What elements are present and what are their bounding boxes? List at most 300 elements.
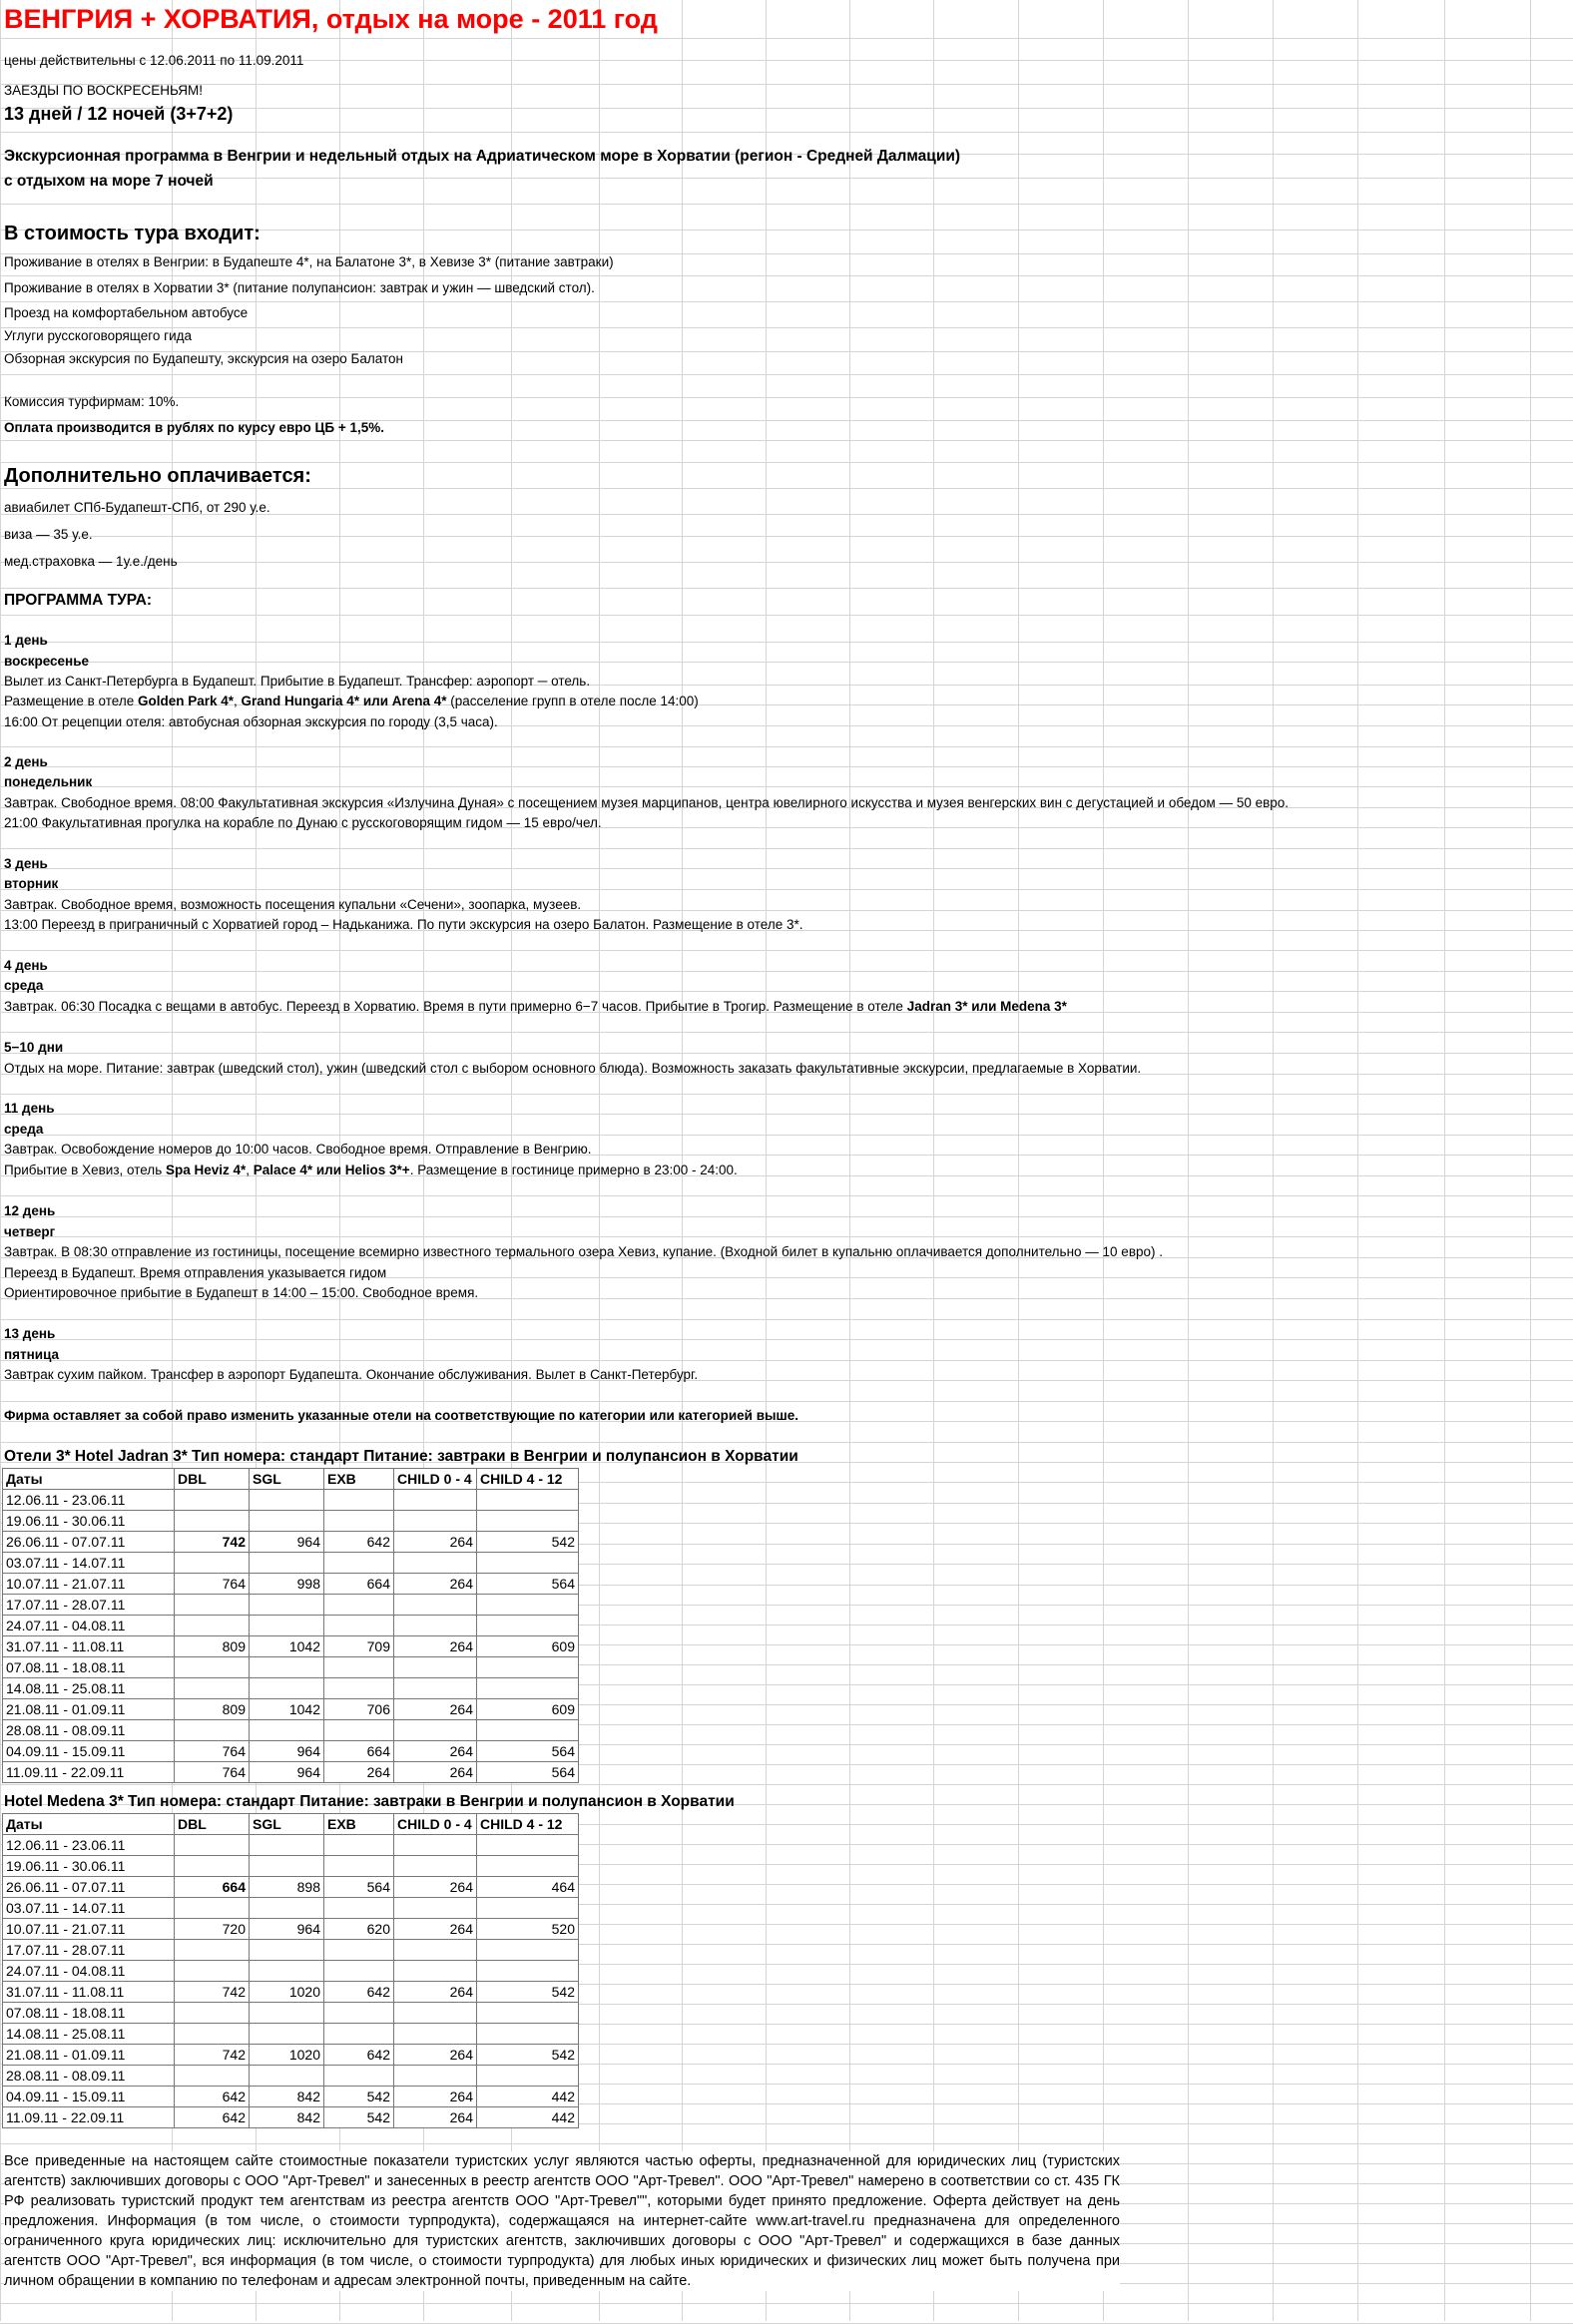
price-cell: 706 xyxy=(324,1699,394,1720)
price-cell xyxy=(477,1553,579,1574)
price-table-medena xyxy=(2,1813,579,2128)
grid-row-line xyxy=(0,991,1573,992)
price-cell: 964 xyxy=(250,1741,324,1762)
price-cell: 264 xyxy=(394,1699,477,1720)
grid-row-line xyxy=(0,462,1573,463)
price-cell: 264 xyxy=(394,1636,477,1657)
price-cell: 742 xyxy=(175,2045,250,2066)
date-range-cell: 10.07.11 - 21.07.11 xyxy=(3,1919,175,1940)
day-weekday: среда xyxy=(4,1122,44,1137)
column-header: Даты xyxy=(3,1814,175,1835)
price-cell: 642 xyxy=(175,2087,250,2107)
grid-row-line xyxy=(0,1339,1573,1340)
price-cell: 564 xyxy=(477,1574,579,1595)
grid-column-line xyxy=(849,0,850,2321)
price-cell: 842 xyxy=(250,2087,324,2107)
price-cell xyxy=(250,1961,324,1982)
day-number: 5−10 дни xyxy=(4,1040,64,1055)
grid-row-line xyxy=(0,2303,1573,2304)
date-range-cell: 26.06.11 - 07.07.11 xyxy=(3,1532,175,1553)
date-range-cell: 19.06.11 - 30.06.11 xyxy=(3,1511,175,1532)
price-cell xyxy=(175,1940,250,1961)
column-header: CHILD 0 - 4 xyxy=(394,1469,477,1490)
price-cell xyxy=(324,2066,394,2087)
price-cell xyxy=(250,1595,324,1616)
grid-column-line xyxy=(599,0,600,2321)
price-cell: 664 xyxy=(324,1574,394,1595)
price-cell xyxy=(477,1940,579,1961)
grid-row-line xyxy=(0,615,1573,616)
price-cell: 664 xyxy=(175,1877,250,1898)
program-heading: ПРОГРАММА ТУРА: xyxy=(4,592,153,609)
grid-row-line xyxy=(0,1195,1573,1196)
day-number: 11 день xyxy=(4,1101,55,1116)
included-item: Углуги русскоговорящего гида xyxy=(4,328,192,343)
program-subtitle: с отдыхом на море 7 ночей xyxy=(4,173,214,190)
day-line: Переезд в Будапешт. Время отправления указывается гидом xyxy=(4,1265,387,1280)
column-header: DBL xyxy=(175,1469,250,1490)
grid-row-line xyxy=(0,178,1573,179)
price-cell: 564 xyxy=(477,1762,579,1783)
duration-text: 13 дней / 12 ночей (3+7+2) xyxy=(4,104,234,124)
table-row xyxy=(3,1616,579,1636)
price-cell xyxy=(250,2024,324,2045)
table-row xyxy=(3,2087,579,2107)
grid-row-line xyxy=(0,1135,1573,1136)
price-cell xyxy=(477,1720,579,1741)
grid-column-line xyxy=(933,0,934,2321)
price-cell xyxy=(250,1720,324,1741)
price-cell xyxy=(477,1616,579,1636)
price-cell xyxy=(324,1678,394,1699)
price-cell: 264 xyxy=(394,1762,477,1783)
price-cell xyxy=(394,1720,477,1741)
table-row xyxy=(3,1877,579,1898)
column-header: EXB xyxy=(324,1814,394,1835)
price-cell xyxy=(394,2024,477,2045)
price-cell: 642 xyxy=(175,2107,250,2128)
firm-note: Фирма оставляет за собой право изменить указанные отели на соответствующие по категории или категорией выше. xyxy=(4,1408,799,1423)
date-range-cell: 03.07.11 - 14.07.11 xyxy=(3,1898,175,1919)
price-cell: 764 xyxy=(175,1574,250,1595)
table-row xyxy=(3,2045,579,2066)
table-row xyxy=(3,2024,579,2045)
price-cell xyxy=(324,1616,394,1636)
grid-row-line xyxy=(0,84,1573,85)
table-row xyxy=(3,1741,579,1762)
extra-item: мед.страховка — 1у.е./день xyxy=(4,554,178,569)
included-item: Проезд на комфортабельном автобусе xyxy=(4,305,249,320)
price-cell: 1042 xyxy=(250,1636,324,1657)
date-range-cell: 03.07.11 - 14.07.11 xyxy=(3,1553,175,1574)
grid-row-line xyxy=(0,588,1573,589)
table-row xyxy=(3,1919,579,1940)
grid-row-line xyxy=(0,662,1573,663)
table-row xyxy=(3,1490,579,1511)
day-line: 21:00 Факультативная прогулка на корабле по Дунаю с русскоговорящим гидом — 15 евро/чел. xyxy=(4,815,602,830)
price-cell xyxy=(175,1657,250,1678)
day-number: 1 день xyxy=(4,633,48,648)
column-header: CHILD 4 - 12 xyxy=(477,1814,579,1835)
price-cell: 642 xyxy=(324,2045,394,2066)
price-cell: 998 xyxy=(250,1574,324,1595)
price-cell: 642 xyxy=(324,1982,394,2003)
table-row xyxy=(3,1657,579,1678)
grid-row-line xyxy=(0,204,1573,205)
price-cell xyxy=(250,1490,324,1511)
grid-row-line xyxy=(0,746,1573,747)
date-range-cell: 31.07.11 - 11.08.11 xyxy=(3,1636,175,1657)
grid-row-line xyxy=(0,971,1573,972)
price-cell xyxy=(324,2003,394,2024)
extra-item: авиабилет СПб-Будапешт-СПб, от 290 у.е. xyxy=(4,500,270,515)
price-cell xyxy=(394,1898,477,1919)
price-cell: 264 xyxy=(324,1762,394,1783)
date-range-cell: 11.09.11 - 22.09.11 xyxy=(3,1762,175,1783)
date-range-cell: 28.08.11 - 08.09.11 xyxy=(3,2066,175,2087)
grid-row-line xyxy=(0,1053,1573,1054)
page-title: ВЕНГРИЯ + ХОРВАТИЯ, отдых на море - 2011 год xyxy=(4,4,658,34)
date-range-cell: 26.06.11 - 07.07.11 xyxy=(3,1877,175,1898)
date-range-cell: 28.08.11 - 08.09.11 xyxy=(3,1720,175,1741)
included-item: Обзорная экскурсия по Будапешту, экскурсия на озеро Балатон xyxy=(4,351,403,366)
day-line: Ориентировочное прибытие в Будапешт в 14:00 – 15:00. Свободное время. xyxy=(4,1285,479,1300)
table-row xyxy=(3,1940,579,1961)
day-line: Завтрак. Свободное время. 08:00 Факультативная экскурсия «Излучина Дуная» с посещением музея марципанов, центра ювелирного искусства и музея венгерских вин с дегустацией и обедом — 50 евро. xyxy=(4,795,1290,810)
price-cell: 264 xyxy=(394,1919,477,1940)
price-cell xyxy=(477,1595,579,1616)
price-cell xyxy=(324,1553,394,1574)
price-cell xyxy=(175,1961,250,1982)
table-row xyxy=(3,1678,579,1699)
table-row xyxy=(3,1982,579,2003)
day-line: 13:00 Переезд в приграничный с Хорватией город – Надьканижа. По пути экскурсия на озеро Балатон. Размещение в отеле 3*. xyxy=(4,917,803,932)
grid-row-line xyxy=(0,562,1573,563)
price-cell xyxy=(250,1898,324,1919)
price-cell: 542 xyxy=(477,1532,579,1553)
grid-row-line xyxy=(0,950,1573,951)
price-cell xyxy=(394,1616,477,1636)
table-header-row xyxy=(3,1469,579,1490)
price-cell: 542 xyxy=(324,2107,394,2128)
price-cell xyxy=(324,1657,394,1678)
grid-row-line xyxy=(0,1401,1573,1402)
price-cell: 842 xyxy=(250,2107,324,2128)
price-cell xyxy=(175,1898,250,1919)
grid-row-line xyxy=(0,397,1573,398)
price-cell: 542 xyxy=(324,2087,394,2107)
day-weekday: четверг xyxy=(4,1224,56,1239)
price-cell: 742 xyxy=(175,1982,250,2003)
price-cell: 442 xyxy=(477,2107,579,2128)
day-line: Завтрак. 06:30 Посадка с вещами в автобус. Переезд в Хорватию. Время в пути примерно 6−7 часов. Прибытие в Трогир. Размещение в отеле Jadran 3* или Medena 3* xyxy=(4,999,1067,1014)
price-cell: 764 xyxy=(175,1762,250,1783)
price-cell xyxy=(250,1835,324,1856)
grid-row-line xyxy=(0,1442,1573,1443)
price-cell xyxy=(175,2003,250,2024)
price-cell xyxy=(250,1657,324,1678)
date-range-cell: 07.08.11 - 18.08.11 xyxy=(3,1657,175,1678)
date-range-cell: 24.07.11 - 04.08.11 xyxy=(3,1961,175,1982)
date-range-cell: 07.08.11 - 18.08.11 xyxy=(3,2003,175,2024)
price-cell xyxy=(477,1657,579,1678)
date-range-cell: 14.08.11 - 25.08.11 xyxy=(3,1678,175,1699)
price-cell: 264 xyxy=(394,1877,477,1898)
column-header: CHILD 0 - 4 xyxy=(394,1814,477,1835)
grid-row-line xyxy=(0,374,1573,375)
price-cell xyxy=(324,1511,394,1532)
table-row xyxy=(3,1762,579,1783)
day-line: 16:00 От рецепции отеля: автобусная обзорная экскурсия по городу (3,5 часа). xyxy=(4,714,498,729)
grid-row-line xyxy=(0,1216,1573,1217)
price-cell xyxy=(477,1856,579,1877)
date-range-cell: 17.07.11 - 28.07.11 xyxy=(3,1595,175,1616)
price-cell xyxy=(477,2066,579,2087)
price-cell xyxy=(394,1678,477,1699)
column-header: SGL xyxy=(250,1814,324,1835)
arrivals-text: ЗАЕЗДЫ ПО ВОСКРЕСЕНЬЯМ! xyxy=(4,83,203,98)
day-line: Вылет из Санкт-Петербурга в Будапешт. Прибытие в Будапешт. Трансфер: аэропорт ─ отель. xyxy=(4,674,591,689)
price-cell: 1042 xyxy=(250,1699,324,1720)
day-line: Прибытие в Хевиз, отель Spa Heviz 4*, Palace 4* или Helios 3*+. Размещение в гостинице примерно в 23:00 - 24:00. xyxy=(4,1162,738,1177)
price-cell xyxy=(175,1490,250,1511)
table-row xyxy=(3,1835,579,1856)
price-cell: 809 xyxy=(175,1699,250,1720)
price-cell: 264 xyxy=(394,2107,477,2128)
day-number: 12 день xyxy=(4,1203,56,1218)
date-range-cell: 04.09.11 - 15.09.11 xyxy=(3,1741,175,1762)
price-cell: 609 xyxy=(477,1636,579,1657)
price-cell: 264 xyxy=(394,1982,477,2003)
grid-row-line xyxy=(0,868,1573,869)
commission-text: Комиссия турфирмам: 10%. xyxy=(4,394,180,409)
price-cell xyxy=(175,1835,250,1856)
price-cell xyxy=(250,1511,324,1532)
day-weekday: вторник xyxy=(4,876,59,891)
column-header: SGL xyxy=(250,1469,324,1490)
column-header: Даты xyxy=(3,1469,175,1490)
price-cell xyxy=(394,2003,477,2024)
price-cell: 742 xyxy=(175,1532,250,1553)
day-number: 13 день xyxy=(4,1326,56,1341)
price-cell xyxy=(175,1616,250,1636)
day-line: Отдых на море. Питание: завтрак (шведский стол), ужин (шведский стол с выбором основного блюда). Возможность заказать факультативные экскурсии, предлагаемые в Хорватии. xyxy=(4,1061,1142,1076)
grid-column-line xyxy=(1018,0,1019,2321)
date-range-cell: 21.08.11 - 01.09.11 xyxy=(3,2045,175,2066)
price-cell: 264 xyxy=(394,1574,477,1595)
table-row xyxy=(3,1961,579,1982)
price-cell xyxy=(175,2024,250,2045)
price-cell xyxy=(175,1720,250,1741)
day-weekday: воскресенье xyxy=(4,654,90,669)
price-cell xyxy=(250,1856,324,1877)
price-cell xyxy=(175,1678,250,1699)
price-cell xyxy=(394,1961,477,1982)
price-cell xyxy=(394,1511,477,1532)
grid-column-line xyxy=(1188,0,1189,2321)
price-cell: 464 xyxy=(477,1877,579,1898)
table2-title: Hotel Medena 3* Тип номера: стандарт Питание: завтраки в Венгрии и полупансион в Хорватии xyxy=(4,1793,735,1810)
price-cell xyxy=(250,2003,324,2024)
date-range-cell: 19.06.11 - 30.06.11 xyxy=(3,1856,175,1877)
day-weekday: среда xyxy=(4,978,44,993)
day-number: 3 день xyxy=(4,856,48,871)
price-cell xyxy=(324,1856,394,1877)
table-row xyxy=(3,2107,579,2128)
grid-row-line xyxy=(0,1319,1573,1320)
price-cell: 809 xyxy=(175,1636,250,1657)
day-line: Завтрак. Освобождение номеров до 10:00 часов. Свободное время. Отправление в Венгрию. xyxy=(4,1142,592,1157)
price-cell: 264 xyxy=(394,1741,477,1762)
table-row xyxy=(3,1856,579,1877)
column-header: DBL xyxy=(175,1814,250,1835)
price-cell xyxy=(175,1856,250,1877)
table1-title: Отели 3* Hotel Jadran 3* Тип номера: стандарт Питание: завтраки в Венгрии и полупансион в Хорватии xyxy=(4,1448,798,1465)
day-weekday: понедельник xyxy=(4,774,93,789)
included-item: Проживание в отелях в Хорватии 3* (питание полупансион: завтрак и ужин — шведский стол). xyxy=(4,280,595,295)
price-cell xyxy=(175,1511,250,1532)
included-item: Проживание в отелях в Венгрии: в Будапеште 4*, на Балатоне 3*, в Хевизе 3* (питание завтраки) xyxy=(4,254,614,269)
grid-row-line xyxy=(0,1094,1573,1095)
price-cell: 542 xyxy=(477,2045,579,2066)
price-cell: 1020 xyxy=(250,1982,324,2003)
extra-item: виза — 35 у.е. xyxy=(4,527,93,542)
table-row xyxy=(3,1898,579,1919)
grid-row-line xyxy=(0,889,1573,890)
validity-text: цены действительны с 12.06.2011 по 11.09.2011 xyxy=(4,53,304,68)
price-cell xyxy=(175,1595,250,1616)
grid-row-line xyxy=(0,786,1573,787)
grid-row-line xyxy=(0,275,1573,276)
price-cell xyxy=(324,1595,394,1616)
price-cell: 720 xyxy=(175,1919,250,1940)
price-cell xyxy=(477,1678,579,1699)
grid-row-line xyxy=(0,108,1573,109)
price-cell xyxy=(324,1835,394,1856)
price-cell xyxy=(394,1835,477,1856)
day-weekday: пятница xyxy=(4,1347,60,1362)
grid-row-line xyxy=(0,848,1573,849)
table-row xyxy=(3,1595,579,1616)
table-row xyxy=(3,1636,579,1657)
price-cell: 264 xyxy=(394,2045,477,2066)
grid-row-line xyxy=(0,1236,1573,1237)
price-cell xyxy=(394,1657,477,1678)
date-range-cell: 11.09.11 - 22.09.11 xyxy=(3,2107,175,2128)
legal-disclaimer: Все приведенные на настоящем сайте стоимостные показатели туристских услуг являются частью оферты, предназначенной для юридических лиц (туристских агентств) заключивших договоры с ООО "Арт-Тревел" и занесенных в реестр агентств ООО "Арт-Тревел". ООО "Арт-Тревел" намерено в соответствии со ст. 435 ГК РФ реализовать туристский продукт тем агентствам из реестра агентств ООО "Арт-Тревел"", которыми будет принято предложение. Оферта действует на день предложения. Информация (в том числе, о стоимости турпродукта), содержащаяся на интернет-сайте www.art-travel.ru предназначена для определенного ограниченного круга юридических лиц: исключительно для туристских агентств, заключивших договоры с ООО "Арт-Тревел" и содержащихся в базе данных агентств ООО "Арт-Тревел", вся информация (в том числе, о стоимости турпродукта) для любых иных юридических и физических лиц может быть получена при личном обращении в компанию по телефонам и адресам электронной почты, приведенным на сайте. xyxy=(4,2153,1120,2289)
price-cell xyxy=(324,1898,394,1919)
grid-row-line xyxy=(0,642,1573,643)
price-cell: 264 xyxy=(394,2087,477,2107)
grid-column-line xyxy=(682,0,683,2321)
price-cell xyxy=(477,1961,579,1982)
price-cell: 442 xyxy=(477,2087,579,2107)
grid-row-line xyxy=(0,440,1573,441)
price-cell: 642 xyxy=(324,1532,394,1553)
grid-row-line xyxy=(0,766,1573,767)
price-cell xyxy=(394,1490,477,1511)
date-range-cell: 12.06.11 - 23.06.11 xyxy=(3,1490,175,1511)
date-range-cell: 04.09.11 - 15.09.11 xyxy=(3,2087,175,2107)
program-title: Экскурсионная программа в Венгрии и недельный отдых на Адриатическом море в Хорватии (регион - Средней Далмации) xyxy=(4,148,961,165)
price-cell: 964 xyxy=(250,1919,324,1940)
price-cell xyxy=(394,1856,477,1877)
price-cell xyxy=(394,1595,477,1616)
date-range-cell: 24.07.11 - 04.08.11 xyxy=(3,1616,175,1636)
price-cell xyxy=(175,2066,250,2087)
day-line: Размещение в отеле Golden Park 4*, Grand Hungaria 4* или Arena 4* (расселение групп в отеле после 14:00) xyxy=(4,694,699,708)
date-range-cell: 31.07.11 - 11.08.11 xyxy=(3,1982,175,2003)
price-cell xyxy=(324,2024,394,2045)
price-cell xyxy=(324,1720,394,1741)
price-cell: 964 xyxy=(250,1532,324,1553)
payment-text: Оплата производится в рублях по курсу евро ЦБ + 1,5%. xyxy=(4,420,385,435)
grid-column-line xyxy=(1357,0,1358,2321)
grid-row-line xyxy=(0,488,1573,489)
price-cell: 609 xyxy=(477,1699,579,1720)
grid-column-line xyxy=(1444,0,1445,2321)
grid-column-line xyxy=(0,0,1,2321)
table-row xyxy=(3,1532,579,1553)
price-cell xyxy=(175,1553,250,1574)
date-range-cell: 17.07.11 - 28.07.11 xyxy=(3,1940,175,1961)
price-cell xyxy=(250,1678,324,1699)
price-cell: 764 xyxy=(175,1741,250,1762)
price-cell xyxy=(250,2066,324,2087)
price-cell xyxy=(394,1553,477,1574)
date-range-cell: 12.06.11 - 23.06.11 xyxy=(3,1835,175,1856)
price-cell xyxy=(324,1961,394,1982)
price-cell xyxy=(477,1835,579,1856)
price-cell xyxy=(394,2066,477,2087)
grid-row-line xyxy=(0,327,1573,328)
grid-row-line xyxy=(0,1360,1573,1361)
column-header: EXB xyxy=(324,1469,394,1490)
grid-row-line xyxy=(0,1114,1573,1115)
price-cell xyxy=(250,1553,324,1574)
day-line: Завтрак сухим пайком. Трансфер в аэропорт Будапешта. Окончание обслуживания. Вылет в Санкт-Петербург. xyxy=(4,1367,699,1382)
column-header: CHILD 4 - 12 xyxy=(477,1469,579,1490)
grid-row-line xyxy=(0,1032,1573,1033)
table-row xyxy=(3,1511,579,1532)
price-cell xyxy=(250,1616,324,1636)
price-cell: 898 xyxy=(250,1877,324,1898)
grid-row-line xyxy=(0,132,1573,133)
price-cell xyxy=(250,1940,324,1961)
price-cell: 264 xyxy=(394,1532,477,1553)
extra-heading: Дополнительно оплачивается: xyxy=(4,465,311,487)
table-row xyxy=(3,1574,579,1595)
date-range-cell: 21.08.11 - 01.09.11 xyxy=(3,1699,175,1720)
grid-column-line xyxy=(766,0,767,2321)
price-cell xyxy=(477,1511,579,1532)
table-row xyxy=(3,2066,579,2087)
day-line: Завтрак. Свободное время, возможность посещения купальни «Сечени», зоопарка, музеев. xyxy=(4,897,582,912)
price-cell: 664 xyxy=(324,1741,394,1762)
price-cell xyxy=(477,2024,579,2045)
date-range-cell: 10.07.11 - 21.07.11 xyxy=(3,1574,175,1595)
day-number: 4 день xyxy=(4,958,48,973)
price-cell xyxy=(477,1490,579,1511)
price-cell xyxy=(477,1898,579,1919)
day-line: Завтрак. В 08:30 отправление из гостиницы, посещение всемирно известного термального озера Хевиз, купание. (Входной билет в купальню оплачивается дополнительно — 10 евро) . xyxy=(4,1244,1163,1259)
price-cell: 964 xyxy=(250,1762,324,1783)
grid-column-line xyxy=(1530,0,1531,2321)
grid-row-line xyxy=(0,38,1573,39)
price-cell xyxy=(394,1940,477,1961)
price-cell xyxy=(477,2003,579,2024)
grid-row-line xyxy=(0,301,1573,302)
